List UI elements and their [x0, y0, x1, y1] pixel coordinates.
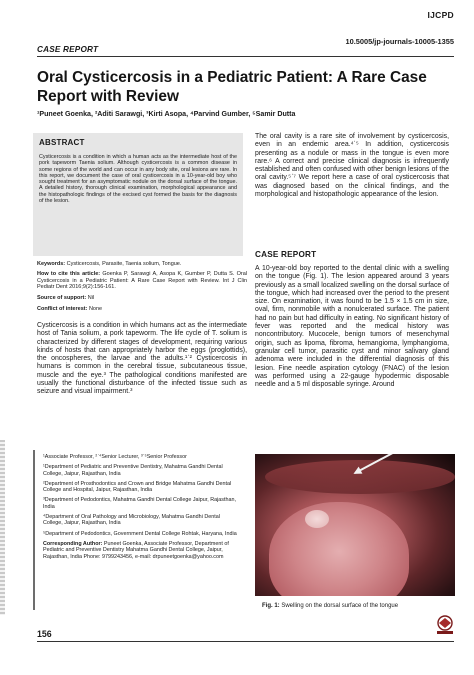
affiliation-4: ⁴Department of Oral Pathology and Microbiology, Mahatma Gandhi Dental College, Jaipur, Rajasthan, India	[43, 514, 220, 527]
lesion-nodule	[305, 510, 329, 528]
intro-paragraph-left: Cysticercosis is a condition in which humans act as the intermediate host of Tania solium, a pork tapeworm. The life cycle of T. solium is characterized by different stages of development, requiring various kinds of hosts that can appropriately harbor the eggs (proglottids), the oncospheres, the larvae and the adults.¹ˈ² Cysticercosis in humans is common in the cerebral tissue, subcutaneous tissue, muscle and the eye.³ The pathological conditions manifested are usually the functional disturbance of the infected tissue such as seizure and visual impairment.³	[37, 322, 247, 396]
keywords	[37, 261, 247, 268]
citation-text: Goenka P, Sarawgi A, Asopa K, Gumber P, Dutta S. Oral Cysticercosis in a Pediatric Patient: A Rare Case Report with Review. Int J Clin Pediatr Dent 2016;9(2):156-161.	[37, 271, 247, 290]
title-line-1: Oral Cysticercosis in a Pediatric Patient: A Rare Case	[37, 69, 427, 86]
author-list: ¹Puneet Goenka, ²Aditi Sarawgi, ³Kirti Asopa, ⁴Parvind Gumber, ⁵Samir Dutta	[37, 110, 296, 118]
source-of-support	[37, 295, 247, 302]
doi: 10.5005/jp-journals-10005-1355	[345, 37, 454, 46]
figure-label: Fig. 1:	[262, 603, 280, 609]
journal-name: IJCPD	[427, 10, 454, 20]
corresponding-author	[43, 541, 239, 560]
conflict-of-interest	[37, 306, 247, 313]
introduction-left	[37, 322, 247, 397]
figure-caption-text: Swelling on the dorsal surface of the tongue	[281, 603, 399, 609]
affiliations-box	[33, 450, 243, 610]
abstract-heading: ABSTRACT	[39, 138, 85, 147]
footer-rule	[37, 641, 454, 642]
upper-lip	[265, 460, 455, 494]
keywords-label: Keywords:	[37, 261, 66, 267]
case-report-heading: CASE REPORT	[255, 250, 317, 259]
affiliation-3: ³Department of Pedodontics, Mahatma Gandhi Dental College Jaipur, Rajasthan, India	[43, 497, 236, 510]
support-label: Source of support:	[37, 295, 87, 301]
figure-caption	[262, 603, 398, 609]
affiliation-2: ²Department of Prosthodontics and Crown and Bridge Mahatma Gandhi Dental College and Hospital, Jaipur, Rajasthan, India	[43, 480, 232, 494]
case-report-body	[255, 265, 449, 389]
citation	[37, 271, 247, 291]
affiliation-5: ⁵Department of Pedodontics, Government Dental College Rohtak, Haryana, India	[43, 530, 237, 537]
conflict-text: None	[88, 306, 103, 312]
header-rule	[37, 56, 454, 57]
introduction-right	[255, 133, 449, 199]
page-number: 156	[37, 629, 52, 639]
abstract-text: Cysticercosis is a condition in which a human acts as the intermediate host of the pork tapeworm Taenia solium. Although cysticercosis is a common disease in some regions of the world and can occur in any body site, oral lesions are rare. In this report, we document the case of oral cysticercosis in a 10-year-old boy who sought treatment for an asymptomatic nodule on the dorsal surface of the tongue. A detailed history, thorough clinical examination, morphological appearance and the histopathologic findings of the excised cyst formed the basis for the diagnosis of the lesion.	[39, 154, 237, 205]
case-report-paragraph: A 10-year-old boy reported to the dental clinic with a swelling on the tongue (Fig. 1). The lesion appeared around 3 years previously as a small localized swelling on the dorsal surface of the tongue, which had increased over the period to the present size. On examination, it was found to be 1.5 × 1.5 cm in size, oval, firm, nonmobile with a nonulcerated surface. The patient had no pain but had difficulty in eating. No significant history of fever was reported and the medical history was noncontributory. Mucocele, benign tumors of mesenchymal origin, such as lipoma, fibroma, hemangioma, lymphangioma, granular cell tumor, parasitic cyst and minor salivary gland adenoma were included in the differential diagnosis of this lesion. Fine needle aspiration cytology (FNAC) of the lesion was performed using a 22-gauge hypodermic disposable needle and a 5 ml disposable syringe. Around	[255, 265, 449, 389]
jaypee-logo-icon	[433, 614, 457, 636]
tongue	[269, 502, 409, 596]
citation-label: How to cite this article:	[37, 271, 101, 277]
keywords-text: Cysticercosis, Parasite, Taenia solium, Tongue.	[66, 261, 182, 267]
side-strip	[0, 440, 5, 615]
abstract-box	[33, 133, 243, 256]
author-roles: ¹Associate Professor, ²ˈ⁴Senior Lecturer, ³ˈ⁵Senior Professor	[43, 454, 187, 460]
corresponding-text: Puneet Goenka, Associate Professor, Department of Pediatric and Preventive Dentistry Mahatma Gandhi Dental College, Jaipur, Rajasthan, India Phone: 9799243456, e-mail: drpuneetgoenka@yahoo.com	[43, 540, 229, 560]
clinical-photo	[255, 454, 455, 596]
support-text: Nil	[87, 295, 95, 301]
affiliation-1: ¹Department of Pediatric and Preventive Dentistry, Mahatma Gandhi Dental College, Jaipur, Rajasthan, India	[43, 464, 223, 477]
conflict-label: Conflict of interest:	[37, 306, 88, 312]
article-title	[37, 68, 447, 106]
intro-paragraph-right: The oral cavity is a rare site of involvement by cysticercosis, even in an endemic area.⁴ˈ⁵ In addition, cysticercosis presenting as a nodule or mass in the tongue is even more rare.⁶ A correct and precise clinical diagnosis is infrequently established and often confused with other benign lesions of the oral cavity.⁵ˈ⁷ We report here a case of oral cysticercosis that was diagnosed based on the clinical findings, and the morphological and histopathologic appearance of the lesion.	[255, 133, 449, 199]
section-label: CASE REPORT	[37, 45, 99, 54]
corresponding-label: Corresponding Author:	[43, 540, 103, 547]
title-line-2: Report with Review	[37, 88, 179, 105]
